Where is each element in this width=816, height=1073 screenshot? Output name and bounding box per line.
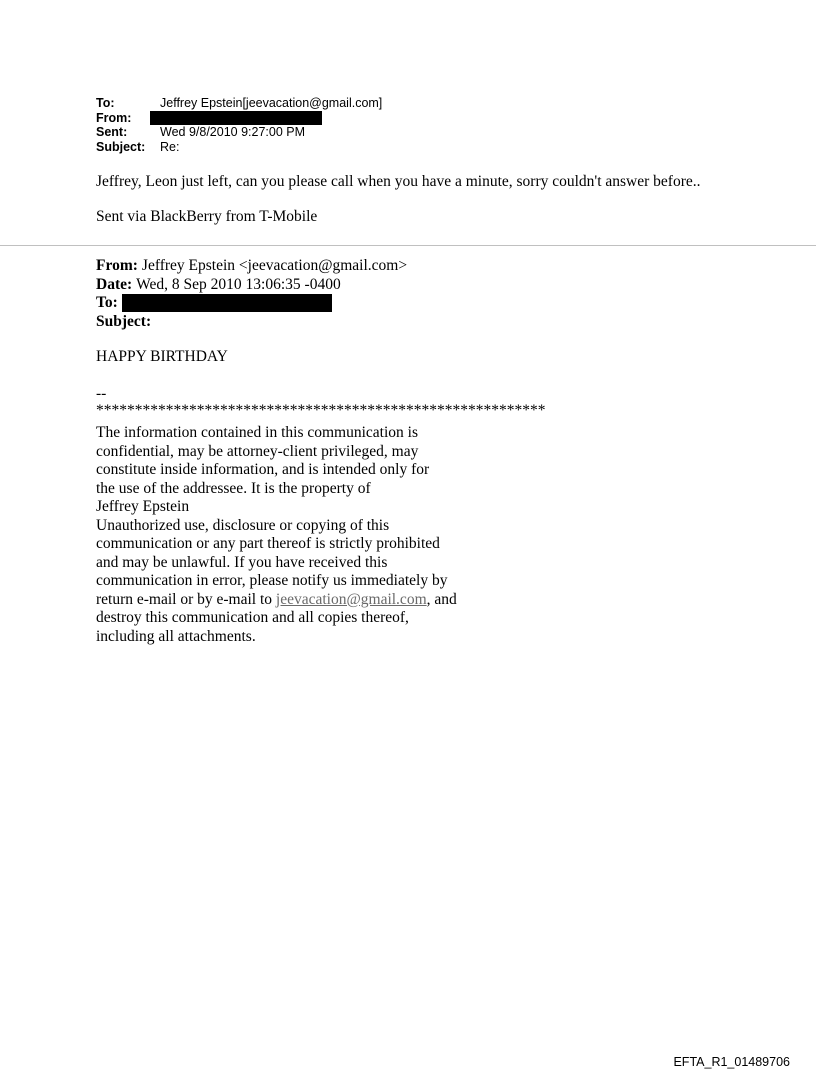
sent-label: Sent: bbox=[96, 125, 128, 139]
signature-stars: ********************************************************** bbox=[96, 402, 546, 419]
original-subject-row bbox=[96, 313, 407, 332]
reply-to-row bbox=[96, 96, 382, 111]
document-id: EFTA_R1_01489706 bbox=[673, 1055, 790, 1069]
reply-message: Jeffrey, Leon just left, can you please call when you have a minute, sorry couldn't answer before.. bbox=[96, 173, 701, 190]
disclaimer-line: The information contained in this communication is bbox=[96, 424, 418, 441]
redaction-bar bbox=[150, 111, 322, 125]
confidentiality-disclaimer bbox=[96, 424, 457, 646]
disclaimer-line: communication in error, please notify us immediately by bbox=[96, 572, 448, 589]
reply-from-row bbox=[96, 111, 382, 126]
sent-value: Wed 9/8/2010 9:27:00 PM bbox=[160, 125, 306, 139]
original-date-label: Date: bbox=[96, 275, 133, 293]
redaction-bar bbox=[122, 294, 332, 312]
original-date-value: Wed, 8 Sep 2010 13:06:35 -0400 bbox=[136, 275, 341, 293]
email-link[interactable]: jeevacation@gmail.com bbox=[275, 590, 427, 608]
disclaimer-line bbox=[96, 591, 457, 610]
disclaimer-line: communication or any part thereof is strictly prohibited bbox=[96, 535, 440, 552]
original-from-row bbox=[96, 257, 407, 276]
to-value: Jeffrey Epstein[jeevacation@gmail.com] bbox=[160, 96, 383, 110]
original-message: HAPPY BIRTHDAY bbox=[96, 348, 228, 365]
disclaimer-line: the use of the addressee. It is the property of bbox=[96, 479, 371, 497]
original-to-label: To: bbox=[96, 294, 118, 311]
original-from-value: Jeffrey Epstein <jeevacation@gmail.com> bbox=[141, 257, 408, 274]
original-from-label: From: bbox=[96, 257, 138, 274]
original-to-row bbox=[96, 294, 407, 313]
disclaimer-line: confidential, may be attorney-client privileged, may bbox=[96, 442, 419, 460]
original-header bbox=[96, 257, 407, 331]
original-subject-label: Subject: bbox=[96, 312, 152, 330]
subject-value: Re: bbox=[160, 139, 180, 154]
disclaimer-text: return e-mail or by e-mail to bbox=[96, 590, 276, 608]
reply-sent-row bbox=[96, 125, 382, 140]
subject-label: Subject: bbox=[96, 139, 146, 154]
to-label: To: bbox=[96, 96, 115, 110]
disclaimer-line: destroy this communication and all copies thereof, bbox=[96, 609, 409, 626]
message-divider bbox=[0, 245, 816, 246]
reply-subject-row bbox=[96, 140, 382, 155]
disclaimer-line: constitute inside information, and is intended only for bbox=[96, 461, 430, 478]
disclaimer-text: , and bbox=[426, 590, 457, 608]
from-label: From: bbox=[96, 110, 132, 125]
disclaimer-line: and may be unlawful. If you have received this bbox=[96, 553, 388, 571]
signature-dash: -- bbox=[96, 385, 107, 402]
disclaimer-line: Jeffrey Epstein bbox=[96, 498, 190, 515]
reply-signature: Sent via BlackBerry from T-Mobile bbox=[96, 208, 318, 225]
disclaimer-line: including all attachments. bbox=[96, 627, 256, 645]
reply-header bbox=[96, 96, 382, 154]
disclaimer-line: Unauthorized use, disclosure or copying of this bbox=[96, 516, 390, 534]
original-date-row bbox=[96, 276, 407, 295]
